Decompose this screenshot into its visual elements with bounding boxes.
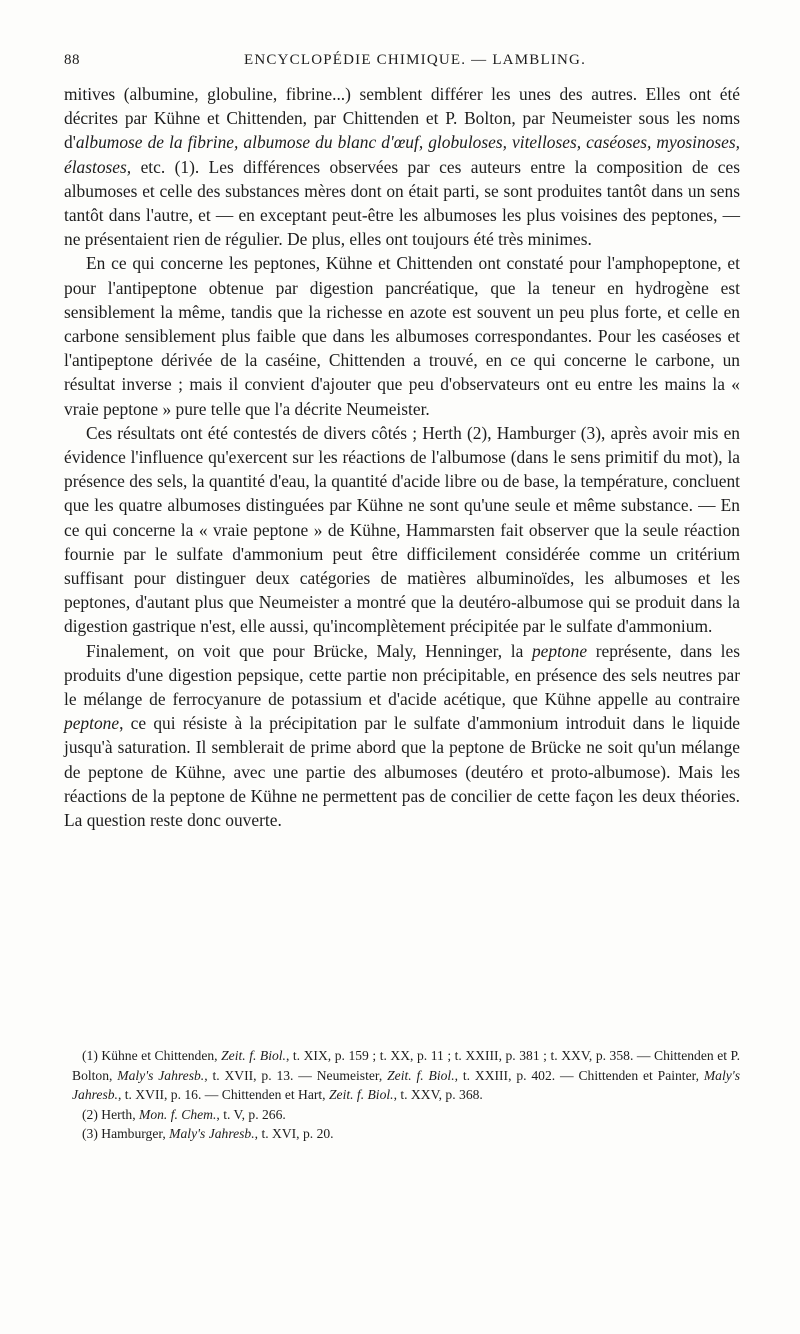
paragraph-1 xyxy=(64,82,740,251)
footnote-2-c: , t. V, p. 266. xyxy=(216,1106,286,1122)
footnote-1-a: (1) Kühne et Chittenden, xyxy=(82,1048,222,1063)
paragraph-4-text-c: représente, dans les produits d'une digestion pepsique, cette partie non précipitable, en présence des sels neutres par le mélange de ferrocyanure de potassium et d'acide acétique, que Kühne appelle au contraire xyxy=(64,640,740,710)
running-title: ENCYCLOPÉDIE CHIMIQUE. — LAMBLING. xyxy=(244,52,587,68)
footnote-1-d: Maly's Jahresb. xyxy=(117,1067,205,1083)
footnote-1-e: , t. XVII, p. 13. — Neumeister, xyxy=(204,1067,388,1083)
footnote-1 xyxy=(72,1046,740,1105)
page-number: 88 xyxy=(64,52,80,68)
paragraph-1-text-c: etc. (1). Les différences observées par ces auteurs entre la composition de ces albumoses et celle des substances mères dont on était parti, se sont produites tantôt dans un sens tantôt dans l'autre, et — en exceptant peut-être les albumoses les plus voisines des peptones, — ne présentaient rien de régulier. De plus, elles ont toujours été très minimes. xyxy=(64,156,740,250)
footnote-1-b: Zeit. f. Biol. xyxy=(221,1048,286,1063)
footnote-3-a: (3) Hamburger, xyxy=(82,1126,170,1142)
footnote-1-i: , t. XVII, p. 16. — Chittenden et Hart, xyxy=(117,1087,329,1103)
footnote-1-g: , t. XXIII, p. 402. — Chittenden et Painter, xyxy=(454,1067,704,1083)
footnotes xyxy=(72,1046,740,1144)
paragraph-4-italic-peptone-1: peptone xyxy=(531,640,588,661)
footnote-3 xyxy=(72,1124,740,1144)
footnote-2 xyxy=(72,1105,740,1125)
running-head xyxy=(64,52,744,76)
paragraph-3: Ces résultats ont été contestés de divers côtés ; Herth (2), Hamburger (3), après avoir mis en évidence l'influence qu'exercent sur les réactions de l'albumose (dans le sens primitif du mot), la présence des sels, la quantité d'eau, la quantité d'acide libre ou de base, la température, concluent que les quatre albumoses distinguées par Kühne ne sont qu'une seule et même substance. — En ce qui concerne la « vraie peptone » de Kühne, Hammarsten fait observer que la seule réaction fournie par le sulfate d'ammonium peut être difficilement considérée comme un critérium suffisant pour distinguer deux catégories de matières albuminoïdes, les albumoses et les peptones, d'autant plus que Neumeister a montré que la deutéro-albumose qui se produit dans la digestion gastrique n'est, elle aussi, qu'incomplètement précipitée par le sulfate d'ammonium. xyxy=(64,422,740,637)
paragraph-4-text-e: , ce qui résiste à la précipitation par le sulfate d'ammonium introduit dans le liquide jusqu'à saturation. Il semblerait de prime abord que la peptone de Brücke ne soit qu'un mélange de peptone de Kühne, avec une partie des albumoses (deutéro et proto-albumose). Mais les réactions de la peptone de Kühne ne permettent pas de concilier de cette façon les deux théories. La question reste donc ouverte. xyxy=(64,713,740,831)
footnote-2-a: (2) Herth, xyxy=(82,1106,139,1122)
footnote-3-b: Maly's Jahresb. xyxy=(169,1126,255,1142)
footnote-1-j: Zeit. f. Biol. xyxy=(328,1087,394,1103)
footnote-1-c: , t. XIX, p. 159 ; t. XX, p. 11 ; t. XXIII, p. 381 ; t. XXV, p. 358. — Chittenden et P. Bolton, xyxy=(72,1048,741,1083)
body-text xyxy=(64,82,740,832)
paragraph-1-italic-terms: albumose de la fibrine, albumose du blanc d'œuf, globuloses, vitelloses, caséoses, myosinoses, élastoses, xyxy=(64,132,740,177)
paragraph-1-text-a: mitives (albumine, globuline, fibrine...) semblent différer les unes des autres. Elles ont été décrites par Kühne et Chittenden, par Chittenden et P. Bolton, par Neumeister sous les noms d' xyxy=(64,84,740,153)
paragraph-4-italic-peptone-2: peptone xyxy=(64,713,120,734)
footnote-1-k: , t. XXV, p. 368. xyxy=(393,1087,483,1103)
paragraph-4-text-a: Finalement, on voit que pour Brücke, Maly, Henninger, la xyxy=(86,640,532,661)
paragraph-2: En ce qui concerne les peptones, Kühne et Chittenden ont constaté pour l'amphopeptone, et pour l'antipeptone obtenue par digestion pancréatique, que la teneur en hydrogène est sensiblement la même, tandis que la richesse en azote est souvent un peu plus forte, et celle en carbone sensiblement plus faible que dans les albumoses correspondantes. Pour les caséoses et l'antipeptone dérivée de la caséine, Chittenden a trouvé, en ce qui concerne le carbone, un résultat inverse ; mais il convient d'ajouter que peu d'observateurs ont eu entre les mains la « vraie peptone » pure telle que l'a décrite Neumeister. xyxy=(64,253,740,419)
footnote-3-c: , t. XVI, p. 20. xyxy=(254,1126,334,1142)
footnote-1-h: Maly's Jahresb. xyxy=(72,1067,740,1103)
footnote-1-f: Zeit. f. Biol. xyxy=(387,1067,455,1083)
footnote-2-b: Mon. f. Chem. xyxy=(139,1106,217,1122)
paragraph-4 xyxy=(64,639,740,833)
